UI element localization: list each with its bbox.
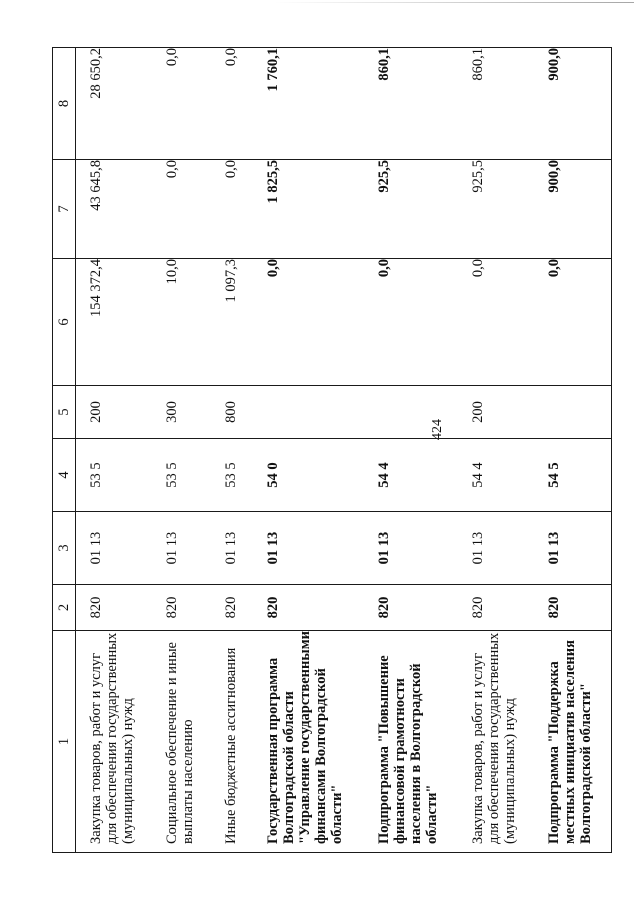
row-name: Социальное обеспечение и иные выплаты населению <box>152 631 211 853</box>
cell-code: 820 <box>253 585 364 631</box>
cell-amount-6: 0,0 <box>534 259 611 386</box>
cell-amount-8: 28 650,2 <box>76 48 153 160</box>
column-header: 4 <box>53 439 76 512</box>
cell-code: 820 <box>364 585 458 631</box>
cell-program: 54 0 <box>253 439 364 512</box>
cell-amount-6: 0,0 <box>364 259 458 386</box>
cell-section: 01 13 <box>253 512 364 585</box>
table-row <box>152 48 211 853</box>
cell-section: 01 13 <box>211 512 252 585</box>
cell-code: 820 <box>211 585 252 631</box>
column-header: 7 <box>53 160 76 259</box>
row-name: Закупка товаров, работ и услуг для обеспечения государственных (муниципальных) нужд <box>76 631 153 853</box>
cell-amount-7: 925,5 <box>458 160 534 259</box>
table-row <box>458 48 534 853</box>
budget-table <box>52 47 612 853</box>
cell-amount-6: 0,0 <box>253 259 364 386</box>
cell-program: 54 4 <box>458 439 534 512</box>
cell-program: 53 5 <box>211 439 252 512</box>
cell-amount-7: 43 645,8 <box>76 160 153 259</box>
cell-expense-type: 200 <box>76 386 153 439</box>
table-row <box>253 48 364 853</box>
cell-section: 01 13 <box>534 512 611 585</box>
column-header: 3 <box>53 512 76 585</box>
cell-amount-6: 1 097,3 <box>211 259 252 386</box>
table-row <box>364 48 458 853</box>
cell-code: 820 <box>458 585 534 631</box>
cell-code: 820 <box>534 585 611 631</box>
cell-amount-7: 0,0 <box>152 160 211 259</box>
table-row <box>76 48 153 853</box>
cell-amount-7: 925,5 <box>364 160 458 259</box>
row-name: Государственная программа Волгоградской области "Управление государственными финансами Волгоградской области" <box>253 631 364 853</box>
column-header: 6 <box>53 259 76 386</box>
cell-amount-7: 1 825,5 <box>253 160 364 259</box>
cell-amount-8: 1 760,1 <box>253 48 364 160</box>
cell-amount-8: 860,1 <box>364 48 458 160</box>
cell-expense-type <box>253 386 364 439</box>
scan-edge-line <box>274 2 634 3</box>
page-number: 424 <box>430 419 445 440</box>
cell-amount-8: 900,0 <box>534 48 611 160</box>
cell-expense-type: 800 <box>211 386 252 439</box>
cell-expense-type <box>534 386 611 439</box>
cell-amount-8: 860,1 <box>458 48 534 160</box>
cell-program: 53 5 <box>76 439 153 512</box>
cell-code: 820 <box>152 585 211 631</box>
cell-amount-7: 900,0 <box>534 160 611 259</box>
cell-section: 01 13 <box>76 512 153 585</box>
cell-section: 01 13 <box>458 512 534 585</box>
table-row <box>534 48 611 853</box>
cell-expense-type: 200 <box>458 386 534 439</box>
cell-amount-6: 154 372,4 <box>76 259 153 386</box>
cell-expense-type <box>364 386 458 439</box>
header-row <box>53 48 76 853</box>
cell-expense-type: 300 <box>152 386 211 439</box>
cell-section: 01 13 <box>364 512 458 585</box>
column-header: 8 <box>53 48 76 160</box>
column-header: 2 <box>53 585 76 631</box>
row-name: Подпрограмма "Поддержка местных инициатив населения Волгоградской области" <box>534 631 611 853</box>
row-name: Подпрограмма "Повышение финансовой грамотности населения в Волгоградской области" <box>364 631 458 853</box>
row-name: Закупка товаров, работ и услуг для обеспечения государственных (муниципальных) нужд <box>458 631 534 853</box>
cell-amount-7: 0,0 <box>211 160 252 259</box>
cell-amount-8: 0,0 <box>211 48 252 160</box>
cell-program: 53 5 <box>152 439 211 512</box>
column-header: 1 <box>53 631 76 853</box>
row-name: Иные бюджетные ассигнования <box>211 631 252 853</box>
rotated-table-container <box>52 48 612 853</box>
column-header: 5 <box>53 386 76 439</box>
cell-amount-6: 10,0 <box>152 259 211 386</box>
cell-amount-8: 0,0 <box>152 48 211 160</box>
cell-code: 820 <box>76 585 153 631</box>
cell-section: 01 13 <box>152 512 211 585</box>
table-row <box>211 48 252 853</box>
cell-amount-6: 0,0 <box>458 259 534 386</box>
cell-program: 54 4 <box>364 439 458 512</box>
cell-program: 54 5 <box>534 439 611 512</box>
